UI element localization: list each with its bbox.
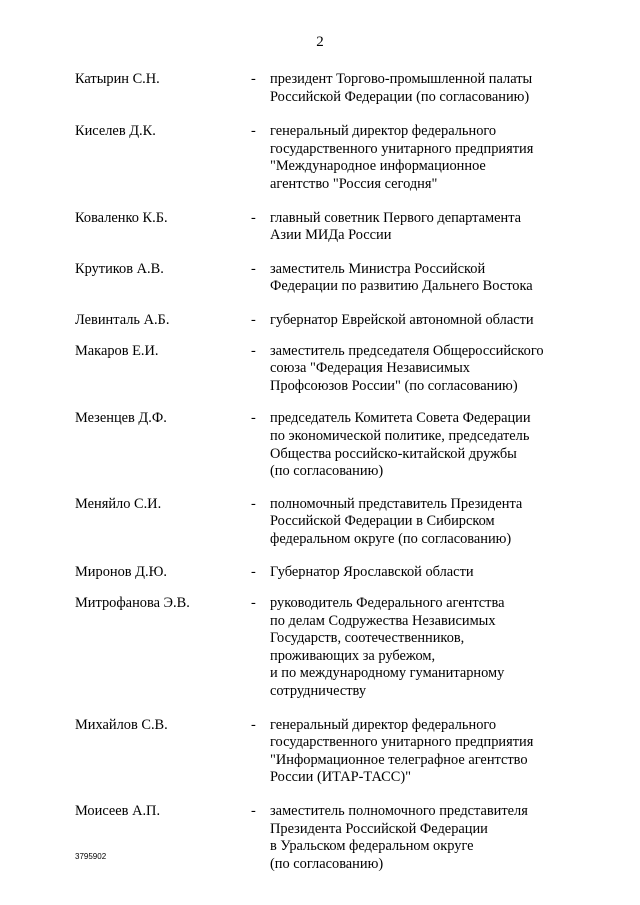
member-name: Левинталь А.Б. xyxy=(75,311,170,328)
member-name: Катырин С.Н. xyxy=(75,71,160,87)
entry-dash: - xyxy=(251,410,256,427)
member-name: Крутиков А.В. xyxy=(75,260,164,277)
entry-dash: - xyxy=(251,716,256,733)
member-name: Макаров Е.И. xyxy=(75,342,159,359)
member-name: Коваленко К.Б. xyxy=(75,209,168,226)
member-name: Михайлов С.В. xyxy=(75,716,168,733)
member-name: Меняйло С.И. xyxy=(75,495,162,512)
member-position: заместитель председателя Общероссийского союза "Федерация Независимых Профсоюзов России" (по согласованию) xyxy=(270,342,544,394)
member-entry xyxy=(75,343,575,396)
entry-dash: - xyxy=(251,209,256,226)
member-position: руководитель Федерального агентства по делам Содружества Независимых Государств, соотечественников, проживающих за рубежом, и по международному гуманитарному сотрудничеству xyxy=(270,595,505,700)
member-entry xyxy=(75,496,575,549)
member-position: председатель Комитета Совета Федерации по экономической политике, председатель Общества российско-китайской дружбы (по согласованию) xyxy=(270,410,531,480)
entry-dash: - xyxy=(251,311,256,328)
page-number: 2 xyxy=(316,34,324,50)
member-position: генеральный директор федерального государственного унитарного предприятия "Информационное телеграфное агентство России (ИТАР-ТАСС)" xyxy=(270,716,534,786)
document-code: 3795902 xyxy=(75,852,107,861)
member-name: Мезенцев Д.Ф. xyxy=(75,410,167,427)
entry-dash: - xyxy=(251,803,256,819)
member-name: Моисеев А.П. xyxy=(75,803,161,819)
member-list xyxy=(75,71,575,873)
entry-dash: - xyxy=(251,495,256,512)
entry-dash: - xyxy=(251,595,256,612)
entry-dash: - xyxy=(251,123,256,140)
member-entry xyxy=(75,312,575,330)
member-entry xyxy=(75,717,575,787)
entry-dash: - xyxy=(251,564,256,581)
member-name: Миронов Д.Ю. xyxy=(75,564,167,581)
entry-dash: - xyxy=(251,342,256,359)
member-position: президент Торгово-промышленной палаты Российской Федерации (по согласованию) xyxy=(270,71,533,105)
member-position: губернатор Еврейской автономной области xyxy=(270,311,534,328)
member-entry xyxy=(75,261,575,296)
member-position: генеральный директор федерального государственного унитарного предприятия "Международное информационное агентство "Россия сегодня" xyxy=(270,123,534,192)
member-position: полномочный представитель Президента Российской Федерации в Сибирском федеральном округе (по согласованию) xyxy=(270,495,523,547)
member-entry xyxy=(75,803,575,873)
entry-dash: - xyxy=(251,260,256,277)
member-position: Губернатор Ярославской области xyxy=(270,564,474,581)
member-position: заместитель полномочного представителя Президента Российской Федерации в Уральском федеральном округе (по согласованию) xyxy=(270,803,528,872)
member-name: Митрофанова Э.В. xyxy=(75,595,190,612)
member-position: главный советник Первого департамента Азии МИДа России xyxy=(270,209,522,244)
member-entry xyxy=(75,410,575,480)
member-name: Киселев Д.К. xyxy=(75,123,156,140)
member-position: заместитель Министра Российской Федерации по развитию Дальнего Востока xyxy=(270,260,533,295)
member-entry xyxy=(75,123,575,193)
member-entry xyxy=(75,595,575,701)
member-entry xyxy=(75,71,575,106)
member-entry xyxy=(75,564,575,582)
member-entry xyxy=(75,210,575,245)
entry-dash: - xyxy=(251,71,256,87)
